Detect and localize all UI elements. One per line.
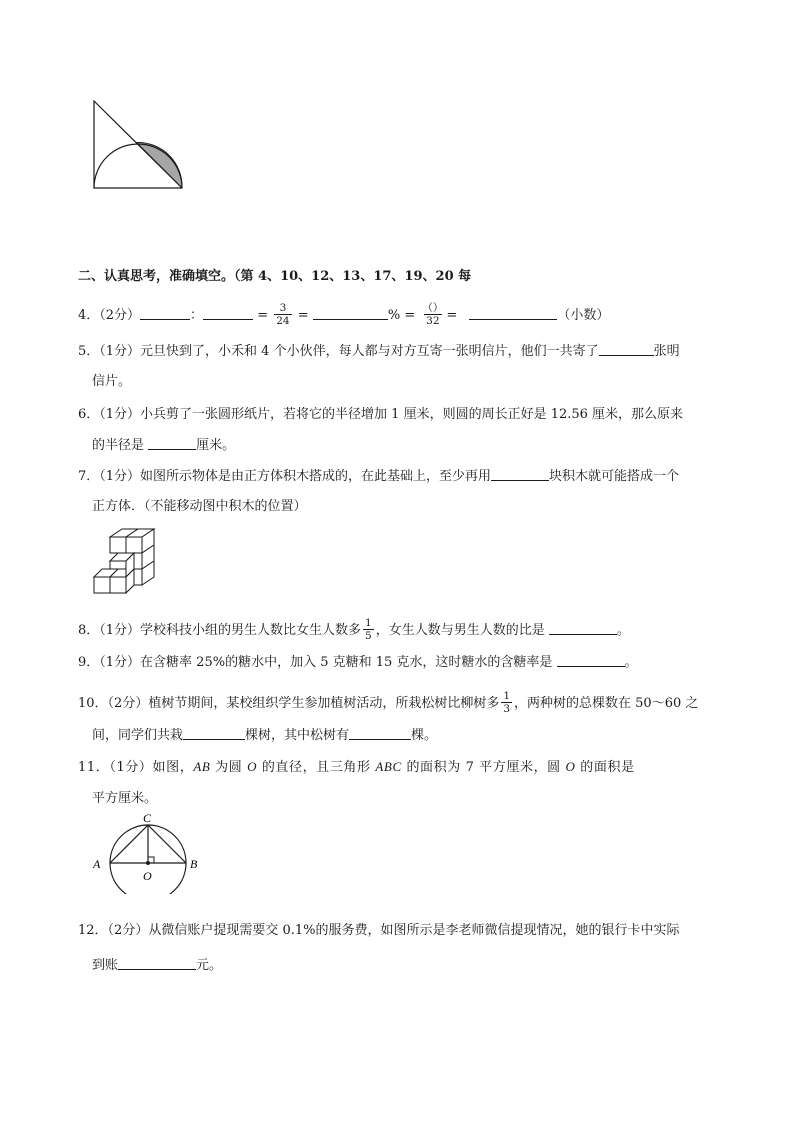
fraction-1-3: $\frac{1}{3}$: [503, 690, 511, 715]
fraction-blank-32: $\frac{()}{32}$: [422, 302, 444, 327]
triangle-semicircle-figure: [88, 96, 188, 194]
question-9: 9．（1分）在含糖率 25%的糖水中，加入 5 克糖和 15 克水，这时糖水的含糖率是 。: [78, 652, 638, 673]
circle-triangle-figure: [88, 812, 208, 894]
label-c: C: [143, 812, 152, 825]
question-12-line2: 到账 元。: [92, 955, 222, 976]
answer-blank[interactable]: [183, 725, 245, 740]
answer-blank[interactable]: [140, 305, 190, 320]
fraction-3-24: $\frac{3}{24}$: [276, 302, 290, 327]
answer-blank[interactable]: [469, 305, 557, 320]
question-8: 8．（1分）学校科技小组的男生人数比女生人数多 $\frac{1}{5}$ ，女生人数与男生人数的比是 。: [78, 617, 630, 642]
question-4: 4．（2分） ： = $\frac{3}{24}$ = % = $\frac{()}{32}$ = （小数）: [78, 302, 610, 327]
answer-blank[interactable]: [118, 955, 196, 970]
answer-blank[interactable]: [491, 466, 549, 481]
question-7-line2: 正方体．（不能移动图中积木的位置）: [92, 499, 307, 514]
section-header: 二、认真思考，准确填空。（第 4、10、12、13、17、19、20 每: [78, 269, 472, 284]
question-6-line2: 的半径是 厘米。: [92, 435, 235, 456]
fraction-1-5: $\frac{1}{5}$: [365, 617, 372, 642]
center-point: [146, 861, 150, 865]
label-a: A: [93, 857, 101, 871]
answer-blank[interactable]: [549, 620, 617, 635]
answer-blank[interactable]: [313, 305, 388, 320]
question-11-line2: 平方厘米。: [92, 791, 158, 806]
question-5: 5．（1分）元旦快到了，小禾和 4 个小伙伴，每人都与对方互寄一张明信片，他们一共寄了 张明: [78, 341, 680, 362]
triangle-outline: [94, 101, 182, 188]
answer-blank[interactable]: [557, 652, 625, 667]
label-b: B: [190, 857, 198, 871]
question-12: 12．（2分）从微信账户提现需要交 0.1%的服务费，如图所示是李老师微信提现情况，她的银行卡中实际: [78, 923, 680, 938]
question-6: 6．（1分）小兵剪了一张圆形纸片，若将它的半径增加 1 厘米，则圆的周长正好是 12.56 厘米，那么原来: [78, 407, 684, 422]
question-11: 11．（1分）如图，AB 为圆 O 的直径，且三角形 ABC 的面积为 7 平方厘米，圆 O 的面积是: [78, 759, 635, 775]
answer-blank[interactable]: [203, 305, 253, 320]
answer-blank[interactable]: [349, 725, 411, 740]
question-10-line2: 间，同学们共栽 棵树，其中松树有 棵。: [92, 725, 437, 746]
answer-blank[interactable]: [148, 435, 196, 450]
label-o: O: [143, 869, 152, 883]
answer-blank[interactable]: [599, 341, 654, 356]
cube-stack-figure: [92, 526, 164, 598]
question-7: 7．（1分）如图所示物体是由正方体积木搭成的，在此基础上，至少再用 块积木就可能搭成一个: [78, 466, 679, 487]
question-10: 10．（2分）植树节期间，某校组织学生参加植树活动，所栽松树比柳树多 $\frac{1}{3}$ ，两种树的总棵数在 50～60 之: [78, 690, 699, 715]
question-5-line2: 信片。: [92, 374, 132, 389]
